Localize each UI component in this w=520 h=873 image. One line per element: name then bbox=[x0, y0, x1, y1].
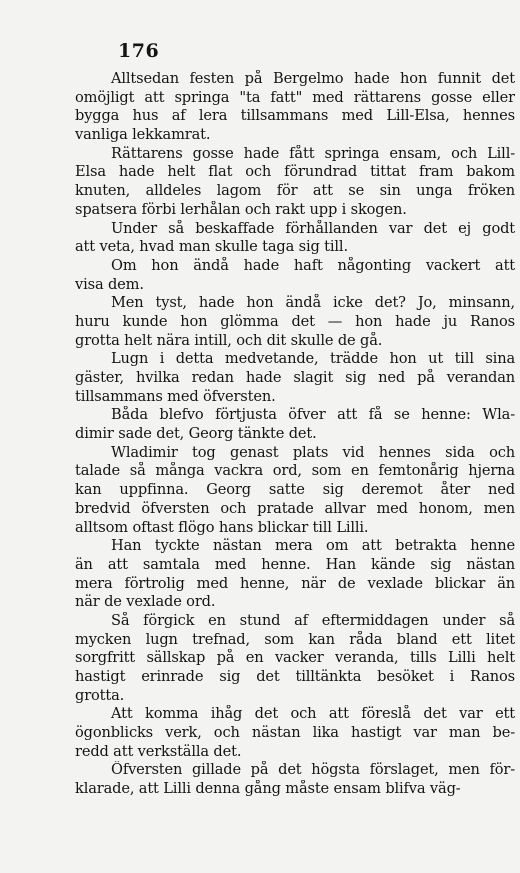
body-text bbox=[75, 70, 515, 799]
text-line: visa dem. bbox=[75, 275, 144, 293]
text-line: när de vexlade ord. bbox=[75, 593, 216, 611]
text-line: Öfversten gillade på det högsta förslaget, men för- bbox=[111, 761, 515, 779]
paragraph bbox=[75, 294, 515, 350]
paragraph bbox=[75, 350, 515, 406]
text-line: Men tyst, hade hon ändå icke det? Jo, minsann, bbox=[111, 294, 515, 312]
text-line: att veta, hvad man skulle taga sig till. bbox=[75, 238, 348, 256]
text-line: grotta helt nära intill, och dit skulle de gå. bbox=[75, 331, 383, 349]
text-line: bygga hus af lera tillsammans med Lill-Elsa, hennes bbox=[75, 107, 515, 125]
text-line: Båda blefvo förtjusta öfver att få se henne: Wla- bbox=[111, 406, 515, 424]
text-line: knuten, alldeles lagom för att se sin unga fröken bbox=[75, 182, 515, 200]
paragraph bbox=[75, 220, 515, 257]
text-line: gäster, hvilka redan hade slagit sig ned på verandan bbox=[75, 369, 515, 386]
text-line: Alltsedan festen på Bergelmo hade hon funnit det bbox=[111, 70, 515, 87]
text-line: redd att verkställa det. bbox=[75, 742, 242, 760]
text-line: Om hon ändå hade haft någonting vackert att bbox=[111, 256, 515, 274]
text-line: Lugn i detta medvetande, trädde hon ut till sina bbox=[111, 350, 515, 368]
text-line: Under så beskaffade förhållanden var det ej godt bbox=[111, 219, 515, 237]
paragraph bbox=[75, 444, 515, 537]
text-line: alltsom oftast flögo hans blickar till Lilli. bbox=[75, 518, 369, 536]
text-line: huru kunde hon glömma det — hon hade ju Ranos bbox=[75, 312, 515, 330]
paragraph bbox=[75, 70, 515, 145]
paragraph bbox=[75, 145, 515, 220]
text-line: kan uppfinna. Georg satte sig deremot åter ned bbox=[75, 481, 515, 499]
text-line: dimir sade det, Georg tänkte det. bbox=[75, 425, 317, 443]
paragraph bbox=[75, 257, 515, 294]
text-line: vanliga lekkamrat. bbox=[75, 126, 211, 144]
paragraph bbox=[75, 612, 515, 705]
text-line: Elsa hade helt flat och förundrad tittat fram bakom bbox=[75, 163, 515, 181]
text-line: hastigt erinrade sig det tilltänkta besöket i Ranos bbox=[75, 668, 515, 685]
text-line: Rättarens gosse hade fått springa ensam, och Lill- bbox=[111, 144, 515, 162]
text-line: tillsammans med öfversten. bbox=[75, 387, 276, 405]
text-line: talade så många vackra ord, som en femtonårig hjerna bbox=[75, 462, 515, 480]
text-line: mycken lugn trefnad, som kan råda bland ett litet bbox=[75, 630, 515, 648]
text-line: än att samtala med henne. Han kände sig nästan bbox=[75, 555, 515, 573]
paragraph bbox=[75, 537, 515, 612]
text-line: sorgfritt sällskap på en vacker veranda, tills Lilli helt bbox=[75, 649, 515, 667]
paragraph bbox=[75, 705, 515, 761]
paragraph bbox=[75, 761, 515, 798]
paragraph bbox=[75, 406, 515, 443]
text-line: grotta. bbox=[75, 686, 125, 704]
text-line: Så förgick en stund af eftermiddagen under så bbox=[111, 611, 515, 629]
text-line: bredvid öfversten och pratade allvar med honom, men bbox=[75, 499, 515, 517]
text-line: klarade, att Lilli denna gång måste ensam blifva väg- bbox=[75, 780, 461, 798]
page-number: 176 bbox=[118, 40, 160, 62]
text-line: ögonblicks verk, och nästan lika hastigt var man be- bbox=[75, 724, 515, 742]
text-line: Han tyckte nästan mera om att betrakta henne bbox=[111, 537, 515, 555]
text-line: Wladimir tog genast plats vid hennes sida och bbox=[111, 443, 515, 461]
text-line: Att komma ihåg det och att föreslå det var ett bbox=[111, 705, 515, 723]
text-line: spatsera förbi lerhålan och rakt upp i skogen. bbox=[75, 200, 407, 218]
text-line: mera förtrolig med henne, när de vexlade blickar än bbox=[75, 574, 515, 592]
text-line: omöjligt att springa "ta fatt" med rättarens gosse eller bbox=[75, 88, 515, 106]
